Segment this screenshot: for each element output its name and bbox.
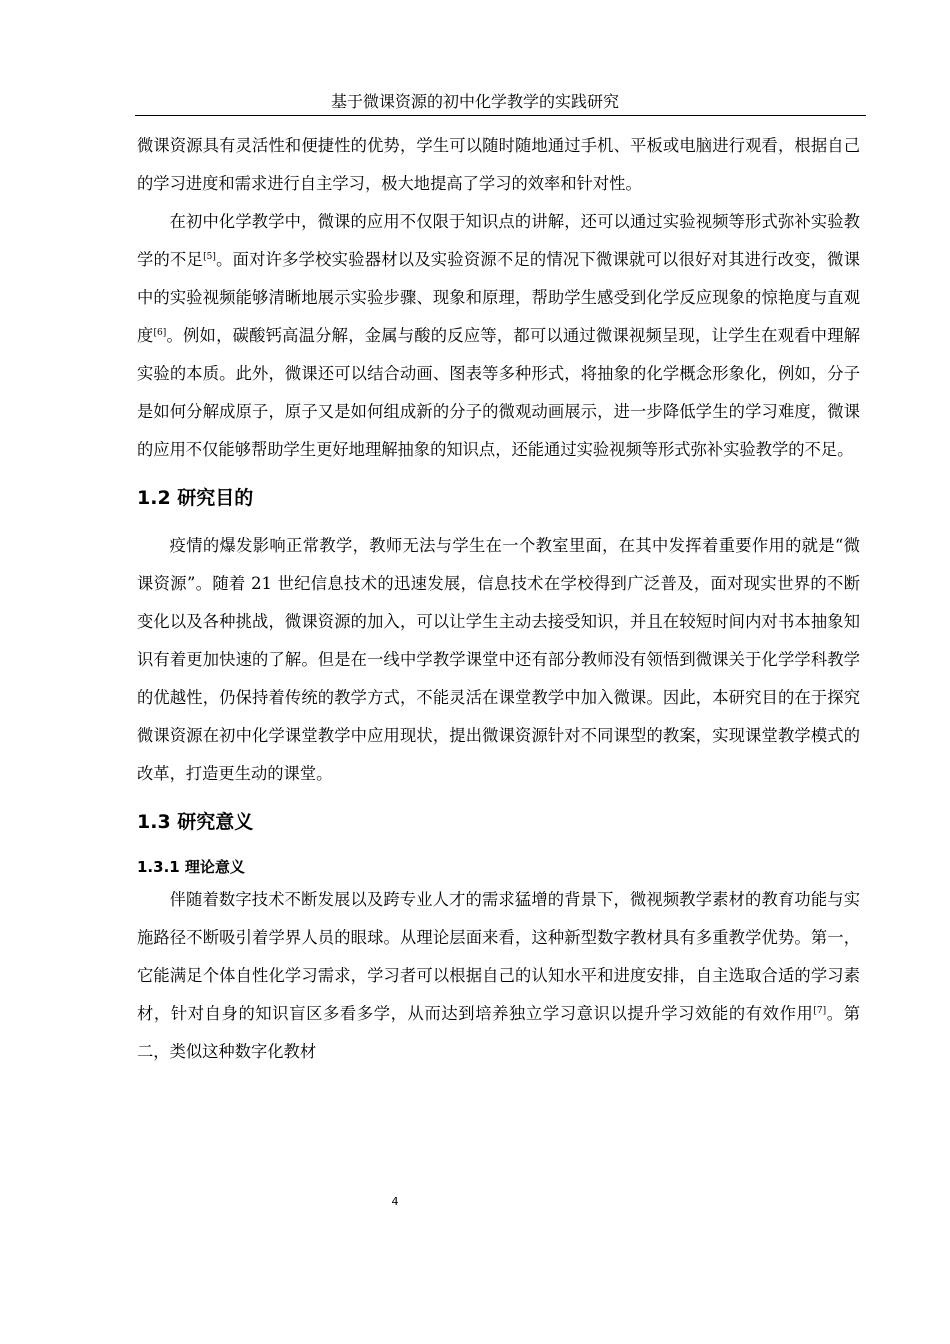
subsection-heading-1-3-1: 1.3.1 理论意义 (137, 858, 245, 876)
paragraph-text: 伴随着数字技术不断发展以及跨专业人才的需求猛增的背景下，微视频教学素材的教育功能与实施路径不断吸引着学界人员的眼球。从理论层面来看，这种新型数字教材具有多重教学优势。第一，它能满足个体自性化学习需求，学习者可以根据自己的认知水平和进度安排，自主选取合适的学习素材，针对自身的知识盲区多看多学，从而达到培养独立学习意识以提升学习效能的有效作用 (137, 890, 860, 1023)
paragraph-research-purpose: 疫情的爆发影响正常教学，教师无法与学生在一个教室里面，在其中发挥着重要作用的就是“微课资源”。随着 21 世纪信息技术的迅速发展，信息技术在学校得到广泛普及，面对现实世界的不断变化以及各种挑战，微课资源的加入，可以让学生主动去接受知识，并且在较短时间内对书本抽象知识有着更加快速的了解。但是在一线中学教学课堂中还有部分教师没有领悟到微课关于化学学科教学的优越性，仍保持着传统的教学方式，不能灵活在课堂教学中加入微课。因此，本研究目的在于探究微课资源在初中化学课堂教学中应用现状，提出微课资源针对不同课型的教案，实现课堂教学模式的改革，打造更生动的课堂。 (137, 536, 860, 783)
citation-5: [5] (203, 252, 216, 262)
paragraph-theoretical-significance (137, 881, 860, 1071)
citation-7: [7] (813, 1006, 827, 1016)
paragraph-microlesson-application (137, 203, 860, 469)
running-header-title: 基于微课资源的初中化学教学的实践研究 (330, 92, 619, 111)
page-number: 4 (391, 1195, 399, 1208)
paragraph-text: 。例如，碳酸钙高温分解，金属与酸的反应等，都可以通过微课视频呈现，让学生在观看中理解实验的本质。此外，微课还可以结合动画、图表等多种形式，将抽象的化学概念形象化，例如，分子是如何分解成原子，原子又是如何组成新的分子的微观动画展示，进一步降低学生的学习难度，微课的应用不仅能够帮助学生更好地理解抽象的知识点，还能通过实验视频等形式弥补实验教学的不足。 (137, 326, 860, 459)
paragraph-microlesson-advantages: 微课资源具有灵活性和便捷性的优势，学生可以随时随地通过手机、平板或电脑进行观看，根据自己的学习进度和需求进行自主学习，极大地提高了学习的效率和针对性。 (137, 136, 860, 193)
section-heading-1-2: 1.2 研究目的 (137, 487, 254, 509)
citation-6: [6] (153, 328, 167, 338)
page-content (137, 127, 860, 1071)
paragraph-text: 。第二，类似这种数字化教材 (137, 1004, 860, 1061)
header-divider (135, 115, 866, 116)
paragraph-text: 。面对许多学校实验器材以及实验资源不足的情况下微课就可以很好对其进行改变，微课中的实验视频能够清晰地展示实验步骤、现象和原理，帮助学生感受到化学反应现象的惊艳度与直观度 (137, 250, 860, 345)
section-heading-1-3: 1.3 研究意义 (137, 811, 254, 833)
paragraph-text: 在初中化学教学中，微课的应用不仅限于知识点的讲解，还可以通过实验视频等形式弥补实验教学的不足 (137, 212, 860, 269)
